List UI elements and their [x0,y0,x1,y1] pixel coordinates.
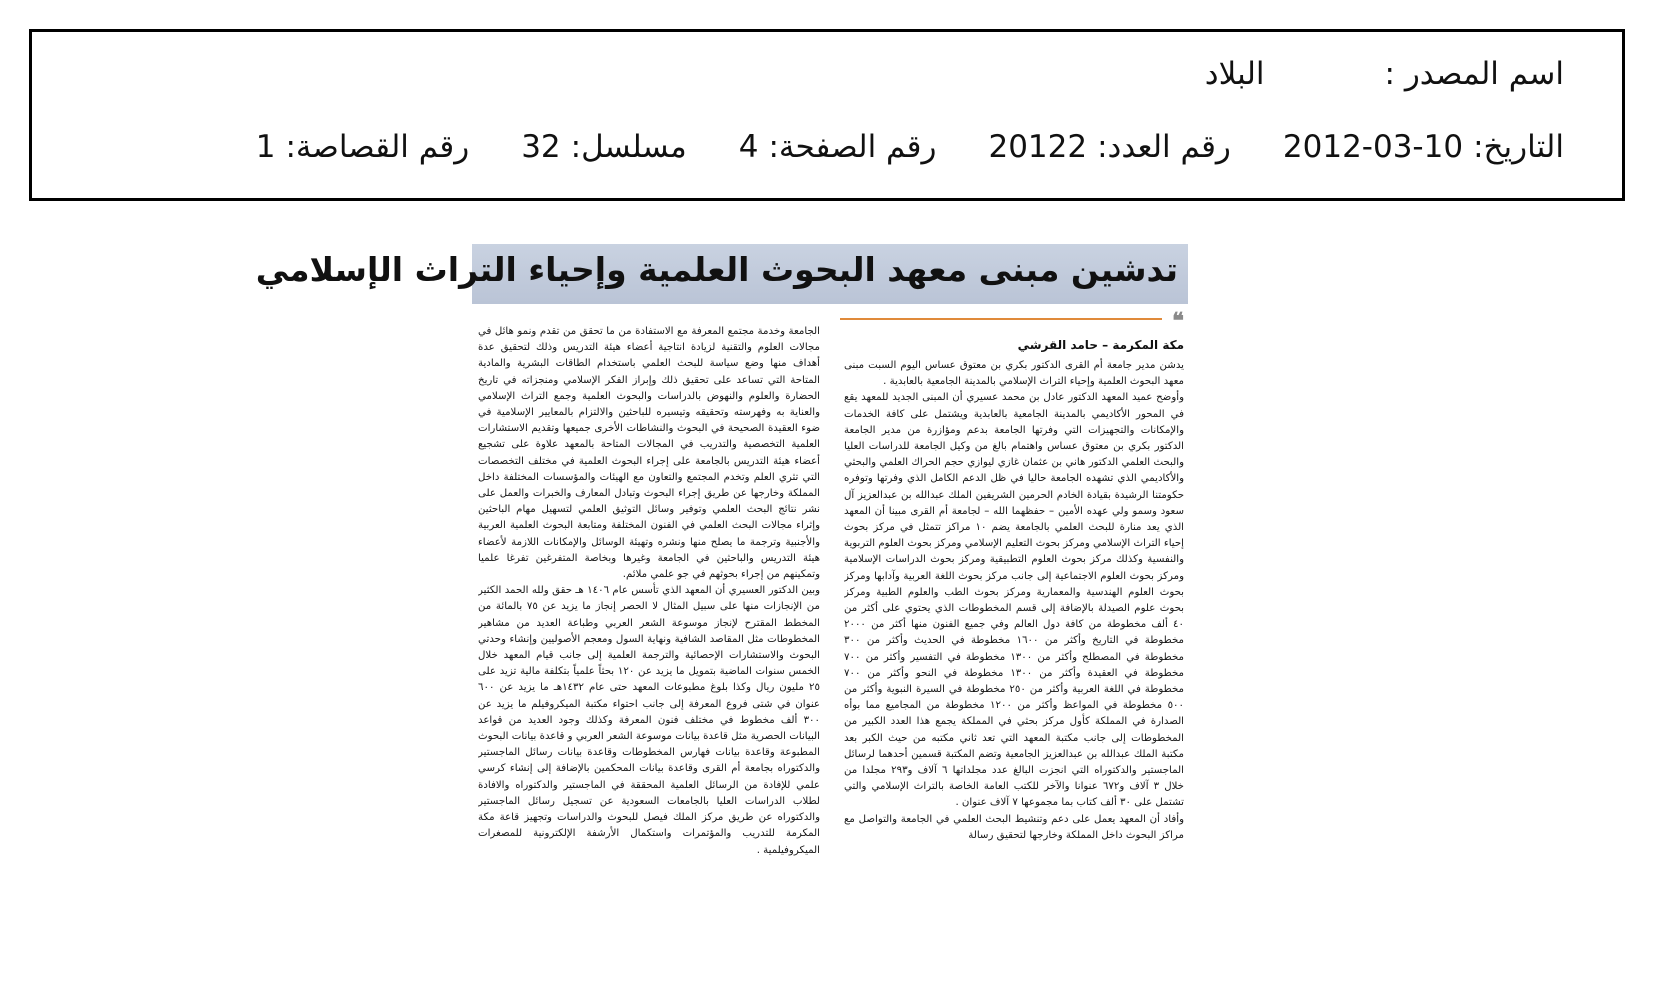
source-field [1205,56,1564,92]
issue-value: 20122 [988,129,1088,165]
date-field [1283,129,1564,165]
quote-icon: ❝ [1172,308,1184,334]
date-value: 2012-03-10 [1282,129,1464,165]
serial-field [521,129,687,165]
paragraph: الجامعة وخدمة مجتمع المعرفة مع الاستفادة من ما تحقق من تقدم ونمو هائل في مجالات العلوم والتقنية لزيادة انتاجية أعضاء هيئة التدريس وذلك لتحقيق عدة أهداف منها وضع سياسة للبحث العلمي باستخدام الطاقات البشرية والمادية المتاحة التي تساعد على تحقيق ذلك وإبراز الفكر الإسلامي ومنجزاته في تاريخ الحضارة والعلوم والنهوض بالدراسات والبحوث العلمية وجمع التراث الإسلامي والعناية به وفهرسته وتحقيقه وتيسيره للباحثين والالتزام بالمعايير الإسلامية في ضوء العقيدة الصحيحة في البحوث والنشاطات الأخرى جميعها وتقديم الاستشارات العلمية التخصصية والتدريب في المجالات المتاحة بالمعهد علاوة على تشجيع أعضاء هيئة التدريس بالجامعة على إجراء البحوث العلمية في مختلف التخصصات التي تثري العلم وتخدم المجتمع والتعاون مع الهيئات والمؤسسات المختلفة داخل المملكة وخارجها عن طريق إجراء البحوث وتبادل المعارف والخبرات والعمل على نشر نتائج البحث العلمي وتوفير وسائل التوثيق العلمي لتسهيل مهام الباحثين وإثراء مجالات البحث العلمي في الفنون المختلفة ومتابعة البحوث العلمية العربية والأجنبية وترجمة ما يصلح منها ونشره وتهيئة الوسائل والإمكانات اللازمة لأعضاء هيئة التدريس والباحثين في الجامعة وغيرها وبخاصة المتفرغين تفرغا علميا وتمكينهم من إجراء بحوثهم في جو علمي ملائم. [478,326,820,581]
clip-field [256,129,469,165]
divider-rule [840,318,1162,320]
headline-banner [255,244,1188,304]
paragraph: يدشن مدير جامعة أم القرى الدكتور بكري بن معتوق عساس اليوم السبت مبنى معهد البحوث العلمية وإحياء التراث الإسلامي بالمدينة الجامعية بالعابدية . [844,360,1184,388]
source-value: البلاد [1204,56,1265,92]
article-column-right [844,358,1184,978]
paragraph: وبين الدكتور العسيري أن المعهد الذي تأسس عام ١٤٠٦ هـ حقق ولله الحمد الكثير من الإنجازات منها على سبيل المثال لا الحصر إنجاز ما يزيد عن ٧٥ بالمائة من المخطط المقترح لإنجاز موسوعة الشعر العربي وطباعة العديد من مشاهير المخطوطات مثل المقاصد الشافية ونهاية السول ومعجم الأصوليين وإنشاء وحدتي البحوث والاستشارات الإحصائية والترجمة العلمية إلى جانب قيام المعهد خلال الخمس سنوات الماضية بتمويل ما يزيد عن ١٢٠ بحثاً علمياً بتكلفة مالية تزيد على ٢٥ مليون ريال وكذا بلوغ مطبوعات المعهد حتى عام ١٤٣٢هـ ما يزيد عن ٦٠٠ عنوان في شتى فروع المعرفة إلى جانب احتواء مكتبة الميكروفيلم ما يزيد عن ٣٠٠ ألف مخطوط في مختلف فنون المعرفة وكذلك وجود العديد من قواعد البيانات الحصرية مثل قاعدة بيانات موسوعة الشعر العربي و قاعدة بيانات البحوث المطبوعة وقاعدة بيانات فهارس المخطوطات وقاعدة بيانات رسائل الماجستير والدكتوراه بجامعة أم القرى وقاعدة بيانات المحكمين بالإضافة إلى إنشاء كرسي علمي للإفادة من الرسائل العلمية المحققة في الماجستير والدكتوراه والافادة لطلاب الدراسات العليا بالجامعات السعودية عن تسجيل رسائل الماجستير والدكتوراه عن طريق مركز الملك فيصل للبحوث والدراسات وتجهيز قاعة مكة المكرمة للتدريب والمؤتمرات واستكمال الأرشفة الإلكترونية للمصغرات الميكروفيلمية . [478,585,820,856]
details-row [204,129,1564,165]
issue-field [988,129,1230,165]
paragraph: وأوضح عميد المعهد الدكتور عادل بن محمد عسيري أن المبنى الجديد للمعهد يقع في المحور الأكاديمي بالمدينة الجامعية بالعابدية ويشتمل على كافة الخدمات والإمكانات والتجهيزات التي وفرتها الجامعة بدعم ومؤازرة من مدير الجامعة الدكتور بكري بن معتوق عساس واهتمام بالغ من وكيل الجامعة للدراسات العليا والبحث العلمي الدكتور هاني بن عثمان غازي ليوازي حجم الحراك العلمي والبحثي والأكاديمي الذي تشهده الجامعة حاليا في ظل الدعم الكامل الذي وفرتها وتوفره حكومتنا الرشيدة بقيادة الخادم الحرمين الشريفين الملك عبدالله بن عبدالعزيز آل سعود وسمو ولي عهده الأمين – حفظهما الله – لجامعة أم القرى مبينا أن المعهد الذي يعد منارة للبحث العلمي بالجامعة يضم ١٠ مراكز تتمثل في مركز بحوث إحياء التراث الإسلامي ومركز بحوث التعليم الإسلامي ومركز بحوث العلوم التربوية والنفسية وكذلك مركز بحوث العلوم التطبيقية ومركز بحوث الدراسات الإسلامية ومركز بحوث العلوم الاجتماعية إلى جانب مركز بحوث اللغة العربية وآدابها ومركز بحوث العلوم الهندسية والمعمارية ومركز بحوث الطب والعلوم الطبية ومركز بحوث علوم الصيدلة بالإضافة إلى قسم المخطوطات الذي يحتوي على أكثر من ٤٠ ألف مخطوطة من كافة دول العالم وفي جميع الفنون منها أكثر من ٢٠٠٠ مخطوطة في التاريخ وأكثر من ١٦٠٠ مخطوطة في الحديث وأكثر من ٣٠٠ مخطوطة في المصطلح وأكثر من ١٣٠٠ مخطوطة في التفسير وأكثر من ٧٠٠ مخطوطة في العقيدة وأكثر من ١٣٠٠ مخطوطة في النحو وأكثر من ٧٠٠ مخطوطة في اللغة العربية وأكثر من ٢٥٠ مخطوطة في السيرة النبوية وأكثر من ٥٠٠ مخطوطة في المواعظ وأكثر من ١٢٠٠ مخطوطة من المجاميع مما بوأه الصدارة في المملكة كأول مركز بحثي في المملكة يجمع هذا العدد الكبير من المخطوطات إلى جانب مكتبة المعهد التي تعد ثاني مكتبه من حيث الكبر بعد مكتبة الملك عبدالله بن عبدالعزيز الجامعية وتضم المكتبة قسمين أحدهما لرسائل الماجستير والدكتوراه التي انجزت البالغ عدد مجلداتها ٦ آلاف و٢٩٣ مجلدا من خلال ٣ آلاف و٦٧٢ عنوانا والآخر للكتب العامة الخاصة بالتراث الإسلامي والتي تشتمل على ٣٠ ألف كتاب بما مجموعها ٧ آلاف عنوان . [844,392,1184,809]
page-field [739,129,937,165]
source-row [1205,56,1564,92]
article-byline: مكة المكرمة – حامد القرشي [1017,338,1184,352]
date-label: التاريخ: [1473,129,1564,165]
source-metadata-box [29,29,1625,201]
source-label: اسم المصدر : [1384,56,1564,92]
clip-value: 1 [255,129,276,165]
article-headline: تدشين مبنى معهد البحوث العلمية وإحياء التراث الإسلامي [255,250,1178,289]
serial-label: مسلسل: [570,129,687,165]
page-label: رقم الصفحة: [768,129,937,165]
page-value: 4 [738,129,759,165]
newspaper-clipping [255,244,1188,980]
issue-label: رقم العدد: [1097,129,1231,165]
paragraph: وأفاد أن المعهد يعمل على دعم وتنشيط البحث العلمي في الجامعة والتواصل مع مراكز البحوث داخل المملكة وخارجها لتحقيق رسالة [844,813,1184,841]
clip-label: رقم القصاصة: [285,129,470,165]
serial-value: 32 [521,129,561,165]
article-column-left [478,324,820,980]
